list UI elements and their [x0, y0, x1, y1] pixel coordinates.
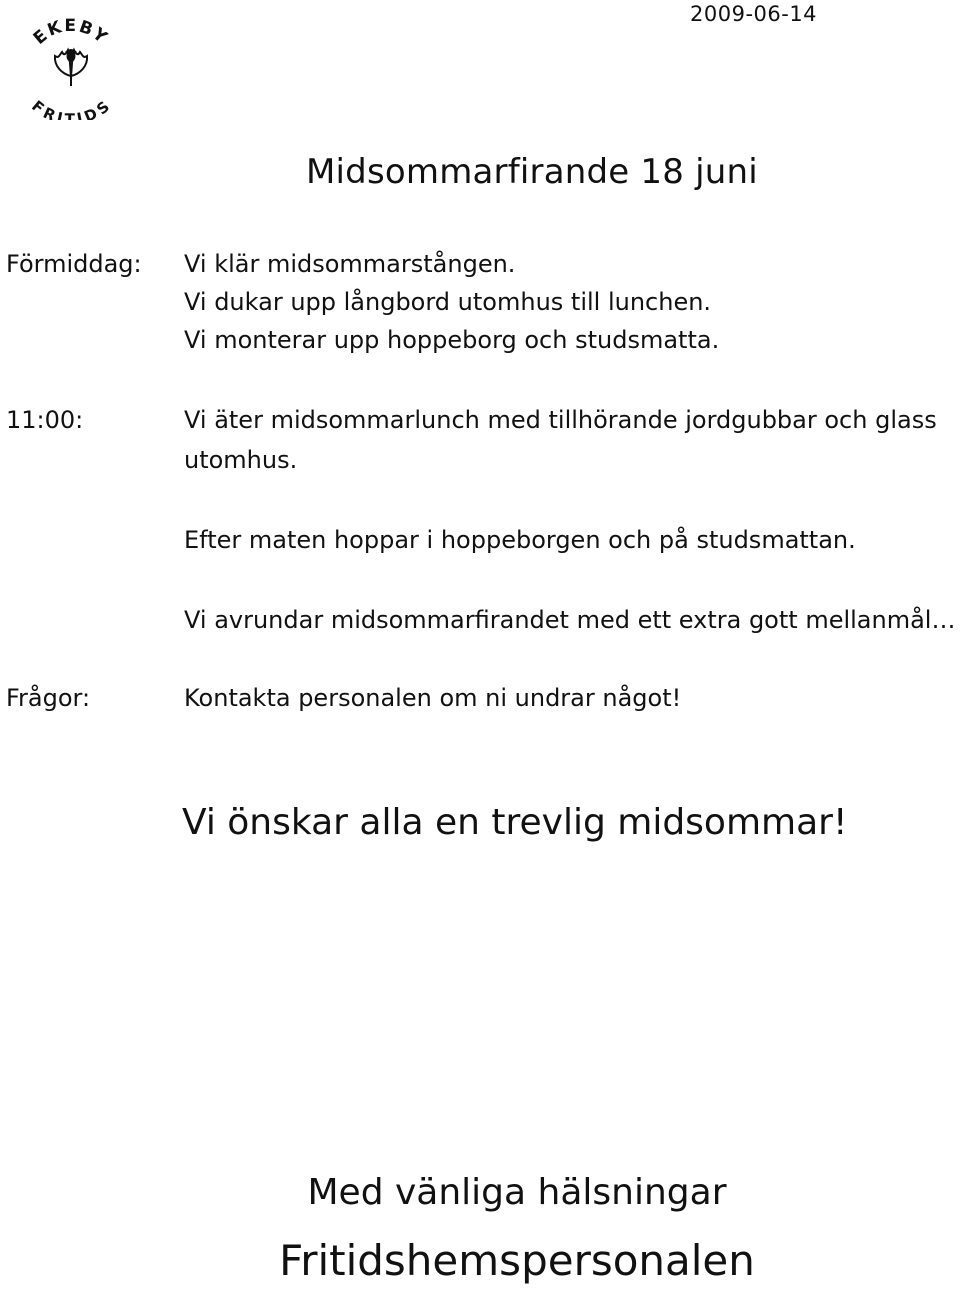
regards-text: Med vänliga hälsningar: [307, 1172, 727, 1213]
lunch-line: Vi äter midsommarlunch med tillhörande jordgubbar och glass: [184, 406, 937, 434]
morning-line: Vi klär midsommarstången.: [184, 250, 516, 278]
lunch-line: utomhus.: [184, 446, 298, 474]
morning-label: Förmiddag:: [6, 250, 142, 278]
date-text: 2009-06-14: [690, 2, 818, 26]
questions-label: Frågor:: [6, 684, 91, 712]
morning-line: Vi dukar upp långbord utomhus till lunchen.: [184, 288, 712, 316]
morning-line: Vi monterar upp hoppeborg och studsmatta.: [184, 326, 720, 354]
signature-text: Fritidshemspersonalen: [279, 1236, 755, 1285]
closing-message: Vi önskar alla en trevlig midsommar!: [182, 802, 848, 843]
questions-line: Kontakta personalen om ni undrar något!: [184, 684, 682, 712]
oak-leaves-acorn-icon: [18, 14, 124, 120]
after-lunch-line: Efter maten hoppar i hoppeborgen och på studsmattan.: [184, 526, 856, 554]
svg-text:EKEBY: [30, 16, 112, 49]
svg-text:FRITIDS: [28, 97, 113, 120]
snack-line: Vi avrundar midsommarfirandet med ett extra gott mellanmål…: [184, 606, 956, 634]
ekeby-fritids-logo: [18, 14, 124, 120]
lunch-time-label: 11:00:: [6, 406, 84, 434]
logo-top-text: EKEBY: [29, 15, 113, 49]
logo-bottom-text: FRITIDS: [28, 96, 114, 120]
page-title: Midsommarfirande 18 juni: [306, 152, 758, 192]
